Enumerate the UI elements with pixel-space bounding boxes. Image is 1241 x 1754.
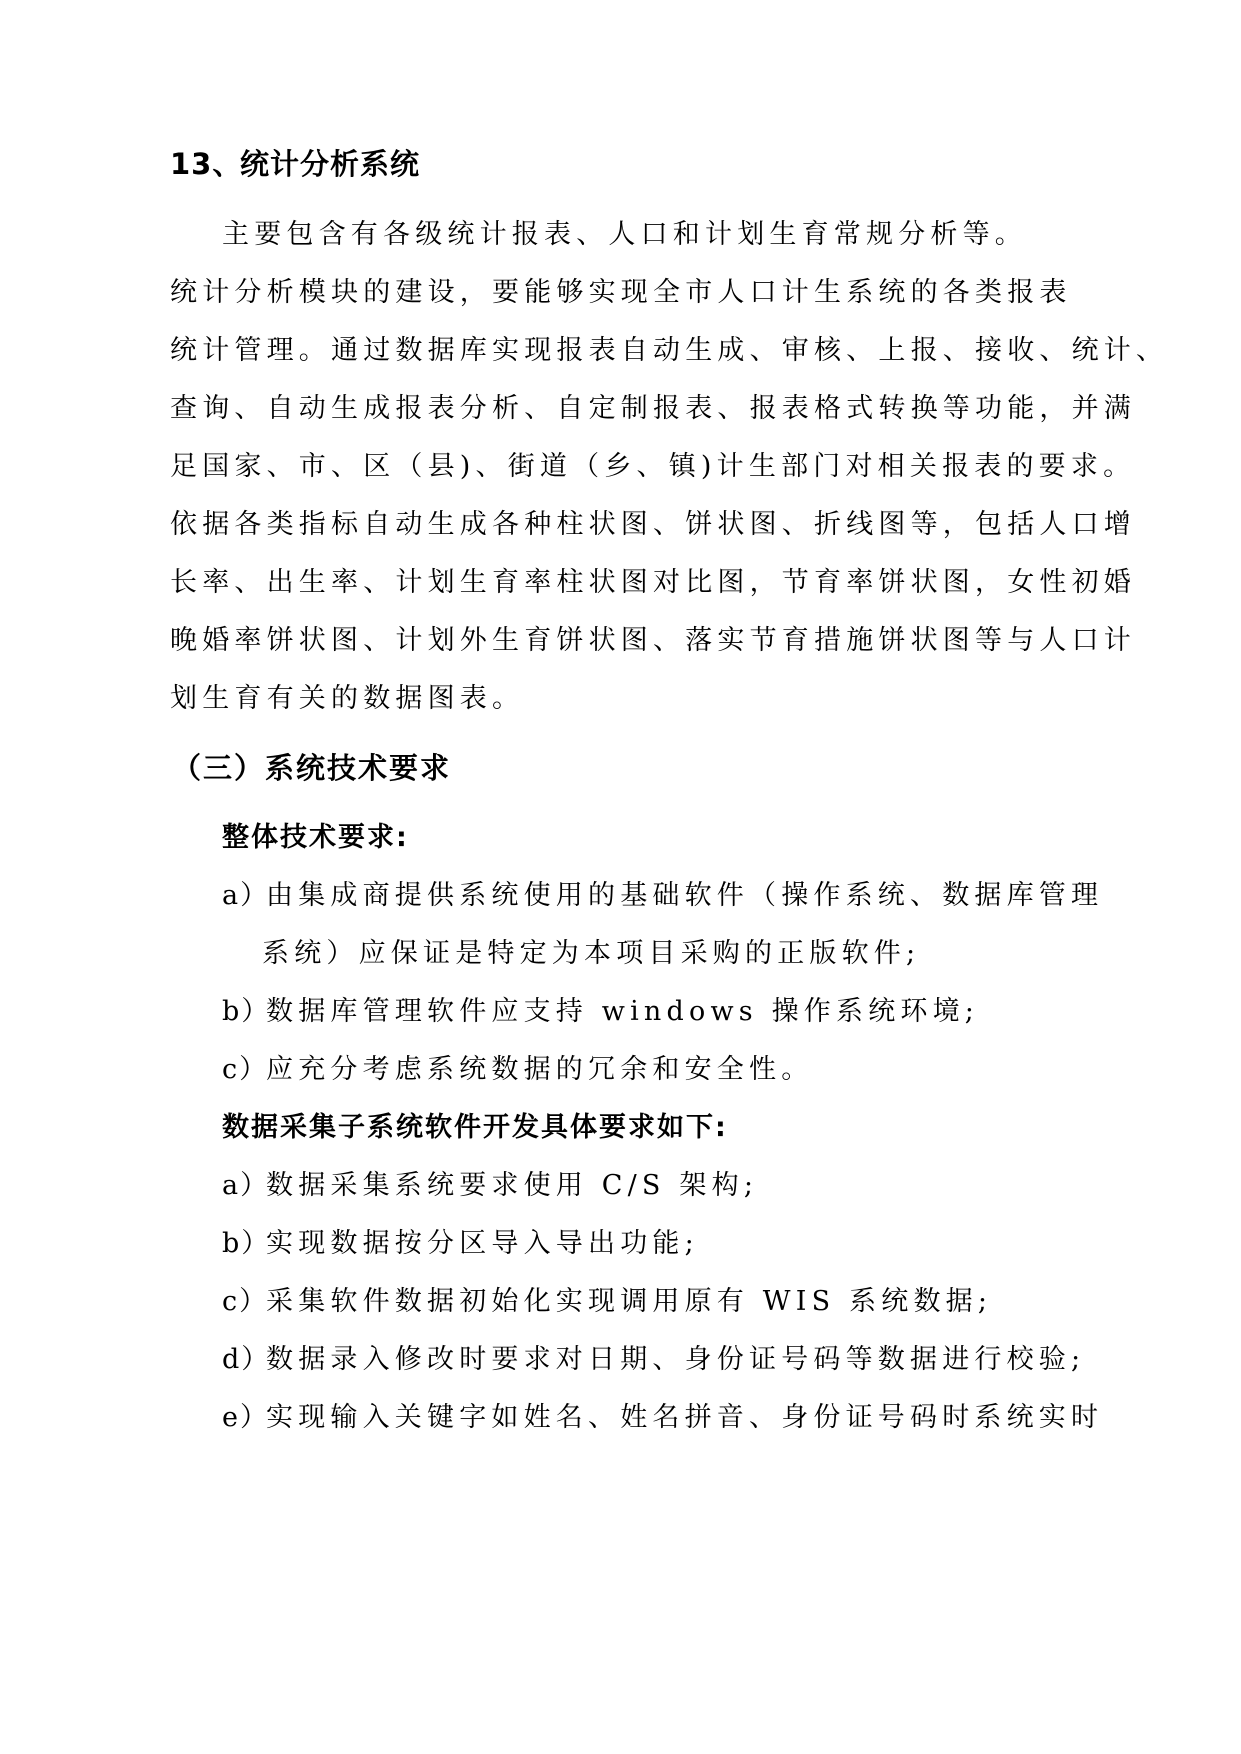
body-line: 统计管理。通过数据库实现报表自动生成、审核、上报、接收、统计、: [170, 335, 1169, 366]
list-item-tag: c）: [222, 1286, 269, 1317]
list-item-tag: a）: [222, 880, 270, 911]
list-item-text: 数据录入修改时要求对日期、身份证号码等数据进行校验;: [266, 1344, 1086, 1375]
list-item: [222, 1282, 992, 1322]
list-item: [222, 1340, 1085, 1380]
section-3-heading: （三）系统技术要求: [172, 751, 452, 785]
body-line: 晚婚率饼状图、计划外生育饼状图、落实节育措施饼状图等与人口计: [170, 625, 1136, 656]
body-line: 长率、出生率、计划生育率柱状图对比图，节育率饼状图，女性初婚: [170, 567, 1136, 598]
body-line: 足国家、市、区（县)、街道（乡、镇)计生部门对相关报表的要求。: [170, 451, 1136, 482]
list-item: [222, 1166, 758, 1206]
list-item: [222, 1224, 699, 1264]
list-item: [222, 992, 979, 1032]
body-line: 查询、自动生成报表分析、自定制报表、报表格式转换等功能，并满: [170, 393, 1136, 424]
list-item-continuation: [262, 934, 920, 974]
list-item-text: 数据库管理软件应支持 windows 操作系统环境;: [266, 996, 980, 1027]
body-line: 划生育有关的数据图表。: [170, 683, 525, 714]
list-item-tag: b）: [222, 996, 271, 1027]
list-item-tag: b）: [222, 1228, 271, 1259]
section-13-heading: [170, 144, 420, 184]
list-item: [222, 1050, 813, 1090]
body-line: 主要包含有各级统计报表、人口和计划生育常规分析等。: [222, 219, 1027, 250]
list-item-text: 实现数据按分区导入导出功能;: [266, 1228, 699, 1259]
list-item-tag: c）: [222, 1054, 269, 1085]
collection-requirements-heading: 数据采集子系统软件开发具体要求如下:: [222, 1112, 728, 1143]
list-item-text: 数据采集系统要求使用 C/S 架构;: [266, 1170, 759, 1201]
list-item-tag: a）: [222, 1170, 270, 1201]
list-item: [222, 1398, 1103, 1438]
section-number: 13、: [170, 147, 243, 181]
list-item-text: 采集软件数据初始化实现调用原有 WIS 系统数据;: [266, 1286, 993, 1317]
list-item-text: 系统）应保证是特定为本项目采购的正版软件;: [262, 938, 921, 969]
overall-requirements-heading: 整体技术要求:: [222, 822, 409, 853]
list-item-text: 应充分考虑系统数据的冗余和安全性。: [266, 1054, 814, 1085]
list-item-tag: e）: [222, 1402, 269, 1433]
list-item-text: 实现输入关键字如姓名、姓名拼音、身份证号码时系统实时: [266, 1402, 1104, 1433]
body-line: 依据各类指标自动生成各种柱状图、饼状图、折线图等，包括人口增: [170, 509, 1136, 540]
list-item: [222, 876, 1103, 916]
section-title: 统计分析系统: [240, 147, 421, 181]
body-line: 统计分析模块的建设，要能够实现全市人口计生系统的各类报表: [170, 277, 1072, 308]
list-item-text: 由集成商提供系统使用的基础软件（操作系统、数据库管理: [266, 880, 1104, 911]
list-item-tag: d）: [222, 1344, 271, 1375]
